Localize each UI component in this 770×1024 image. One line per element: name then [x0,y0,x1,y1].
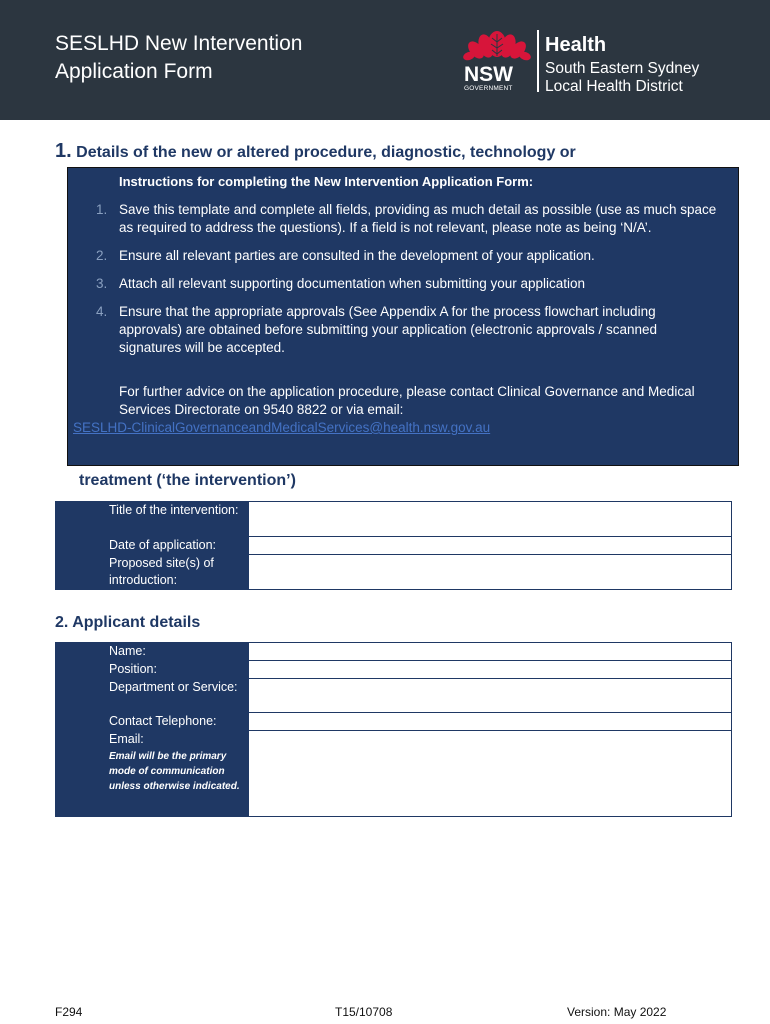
instruction-text: Ensure that the appropriate approvals (See Appendix A for the process flowchart including approvals) are obtained before submitting your application (electronic approvals / scanned signatures will be accepted. [119,304,658,355]
district-name-line1: South Eastern Sydney [545,60,700,77]
section1-heading-text: Details of the new or altered procedure, diagnostic, technology or [76,144,576,161]
logo-divider [537,30,539,92]
email-label-cell [56,731,249,817]
instruction-item [68,247,740,265]
table-row [56,555,732,590]
name-label: Name: [56,643,249,661]
table-row [56,643,732,661]
department-label: Department or Service: [56,679,249,713]
email-label: Email: [109,732,144,746]
instruction-item [68,303,740,357]
email-note: Email will be the primary mode of communication unless otherwise indicated. [109,751,240,792]
footer-form-code: F294 [55,1005,83,1019]
applicant-details-table [55,642,732,817]
waratah-flower-icon [462,26,532,62]
position-field[interactable] [249,661,732,679]
intervention-title-label: Title of the intervention: [56,502,249,537]
footer-trim-number: T15/10708 [335,1005,393,1019]
health-wordmark: Health [545,34,607,56]
table-row [56,537,732,555]
contact-email-link[interactable]: SESLHD-ClinicalGovernanceandMedicalServices@health.nsw.gov.au [73,420,491,435]
instructions-advice: For further advice on the application procedure, please contact Clinical Governance and Medical Services Directorate on 9540 8822 or via email: [119,384,695,417]
table-row [56,502,732,537]
form-title-line2: Application Form [55,60,213,83]
instruction-text: Attach all relevant supporting documentation when submitting your application [119,276,586,291]
instructions-heading: Instructions for completing the New Intervention Application Form: [119,174,534,189]
instruction-text: Ensure all relevant parties are consulted in the development of your application. [119,248,595,263]
instruction-text: Save this template and complete all fields, providing as much detail as possible (use as much space as required to address the questions). If a field is not relevant, please note as being ‘N/A’. [119,202,717,235]
section2-heading [55,614,200,632]
telephone-label: Contact Telephone: [56,713,249,731]
instruction-number: 3. [96,276,108,291]
section1-number: 1. [55,140,72,162]
nsw-wordmark: NSW [464,63,513,86]
proposed-sites-field[interactable] [249,555,732,590]
government-wordmark: GOVERNMENT [464,85,513,92]
instructions-box [67,167,739,466]
proposed-sites-label: Proposed site(s) of introduction: [56,555,249,590]
intervention-details-table [55,501,732,590]
section2-heading-text: Applicant details [72,614,201,631]
form-title-line1: SESLHD New Intervention [55,32,303,55]
intervention-title-field[interactable] [249,502,732,537]
instruction-item [68,201,740,237]
table-row [56,713,732,731]
table-row [56,679,732,713]
instruction-item [68,275,740,293]
instructions-list [68,201,740,367]
form-title [55,30,385,86]
telephone-field[interactable] [249,713,732,731]
page-header [0,0,770,120]
application-date-label: Date of application: [56,537,249,555]
instruction-number: 2. [96,248,108,263]
table-row [56,731,732,817]
section2-number: 2. [55,614,69,631]
footer-version: Version: May 2022 [567,1005,667,1019]
section1-heading [55,140,576,163]
district-name-line2: Local Health District [545,78,683,95]
instruction-number: 4. [96,304,108,319]
name-field[interactable] [249,643,732,661]
instruction-number: 1. [96,202,108,217]
nsw-health-logo [462,26,762,98]
application-date-field[interactable] [249,537,732,555]
table-row [56,661,732,679]
email-field[interactable] [249,731,732,817]
section1-heading-continued: treatment (‘the intervention’) [79,472,296,489]
position-label: Position: [56,661,249,679]
department-field[interactable] [249,679,732,713]
